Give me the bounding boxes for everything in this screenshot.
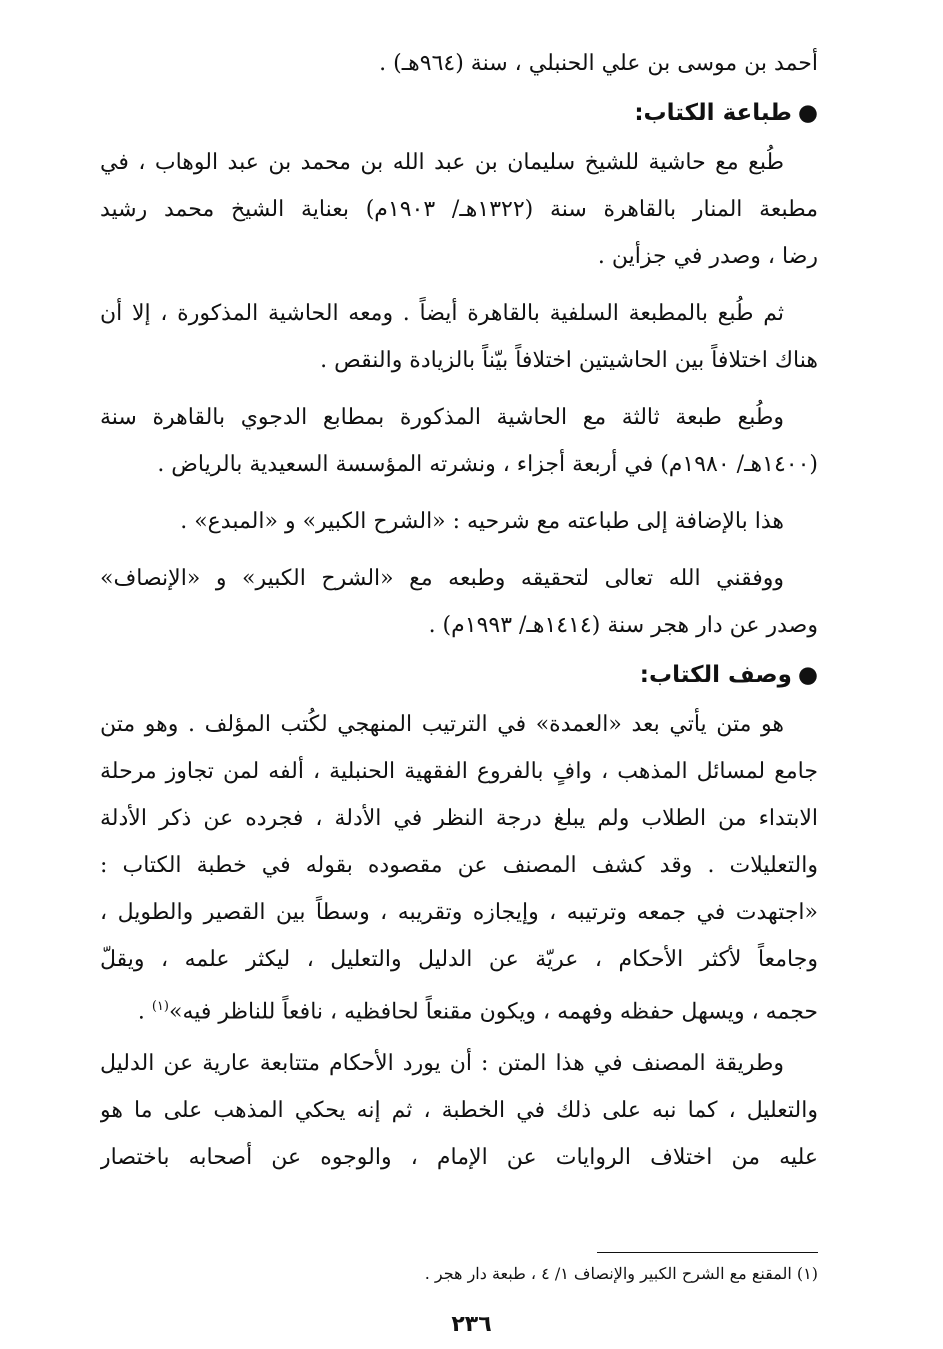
footnote-marker: (١) bbox=[151, 999, 169, 1014]
text-line: ووفقني الله تعالى لتحقيقه وطبعه مع «الشرح الكبير» و «الإنصاف» bbox=[100, 566, 784, 591]
text-line: والتعليل ، كما نبه على ذلك في الخطبة ، ثم إنه يحكي المذهب على ما هو bbox=[100, 1098, 818, 1123]
text-line: الابتداء من الطلاب ولم يبلغ درجة النظر في الأدلة ، فجرده عن ذكر الأدلة bbox=[100, 806, 818, 831]
footnote-divider bbox=[597, 1252, 818, 1253]
paragraph-description-1 bbox=[100, 701, 818, 1030]
paragraph-printing-2 bbox=[100, 290, 818, 384]
paragraph-printing-3 bbox=[100, 394, 818, 488]
intro-line: أحمد بن موسى بن علي الحنبلي ، سنة (٩٦٤هـ) . bbox=[379, 51, 818, 76]
text-line: «اجتهدت في جمعه وترتيبه ، وإيجازه وتقريبه ، وسطاً بين القصير والطويل ، bbox=[100, 900, 818, 925]
text-line: طُبع مع حاشية للشيخ سليمان بن عبد الله بن محمد بن عبد الوهاب ، في bbox=[100, 150, 784, 175]
text-line: مطبعة المنار بالقاهرة سنة (١٣٢٢هـ/ ١٩٠٣م) بعناية الشيخ محمد رشيد bbox=[100, 197, 818, 222]
text-line: (١٤٠٠هـ/ ١٩٨٠م) في أربعة أجزاء ، ونشرته المؤسسة السعيدية بالرياض . bbox=[157, 452, 818, 477]
quote-end-text: حجمه ، ويسهل حفظه وفهمه ، ويكون مقنعاً لحافظيه ، نافعاً للناظر فيه» bbox=[168, 999, 818, 1025]
page-body bbox=[100, 40, 818, 1181]
printing-heading bbox=[100, 87, 818, 139]
description-heading-text: وصف الكتاب: bbox=[639, 662, 792, 688]
page-number: ٢٣٦ bbox=[451, 1312, 492, 1337]
text-line: وطريقة المصنف في هذا المتن : أن يورد الأحكام متتابعة عارية عن الدليل bbox=[100, 1051, 784, 1076]
text-line: عليه من اختلاف الروايات عن الإمام ، والوجوه عن أصحابه باختصار bbox=[100, 1145, 818, 1170]
text-line: ثم طُبع بالمطبعة السلفية بالقاهرة أيضاً . ومعه الحاشية المذكورة ، إلا أن bbox=[100, 301, 784, 326]
paragraph-printing-5 bbox=[100, 555, 818, 649]
description-heading bbox=[100, 649, 818, 701]
text-line: هناك اختلافاً بين الحاشيتين اختلافاً بيّناً بالزيادة والنقص . bbox=[320, 348, 818, 373]
bullet-icon: ● bbox=[797, 662, 818, 688]
text-line: وصدر عن دار هجر سنة (١٤١٤هـ/ ١٩٩٣م) . bbox=[428, 613, 818, 638]
bullet-icon: ● bbox=[797, 100, 818, 126]
text-line: رضا ، وصدر في جزأين . bbox=[597, 244, 818, 269]
footnote: (١) المقنع مع الشرح الكبير والإنصاف ١/ ٤ ، طبعة دار هجر . bbox=[424, 1264, 818, 1283]
text-line: حجمه ، ويسهل حفظه وفهمه ، ويكون مقنعاً لحافظيه ، نافعاً للناظر فيه»$^{(١)}$ . bbox=[137, 999, 818, 1025]
text-line: وطُبع طبعة ثالثة مع الحاشية المذكورة بمطابع الدجوي بالقاهرة سنة bbox=[100, 405, 784, 430]
text-line: وجامعاً لأكثر الأحكام ، عريّة عن الدليل والتعليل ، ليكثر علمه ، ويقلّ bbox=[100, 947, 818, 972]
text-line: جامع لمسائل المذهب ، وافٍ بالفروع الفقهية الحنبلية ، ألفه لمن تجاوز مرحلة bbox=[100, 759, 818, 784]
paragraph-description-2 bbox=[100, 1040, 818, 1181]
paragraph-printing-4 bbox=[100, 498, 818, 545]
paragraph-printing-1 bbox=[100, 139, 818, 280]
text-line: هو متن يأتي بعد «العمدة» في الترتيب المنهجي لكُتب المؤلف . وهو متن bbox=[100, 712, 784, 737]
text-line: هذا بالإضافة إلى طباعته مع شرحيه : «الشرح الكبير» و «المبدع» . bbox=[180, 509, 784, 534]
printing-heading-text: طباعة الكتاب: bbox=[634, 100, 792, 126]
text-line: والتعليلات . وقد كشف المصنف عن مقصوده بقوله في خطبة الكتاب : bbox=[100, 853, 818, 878]
